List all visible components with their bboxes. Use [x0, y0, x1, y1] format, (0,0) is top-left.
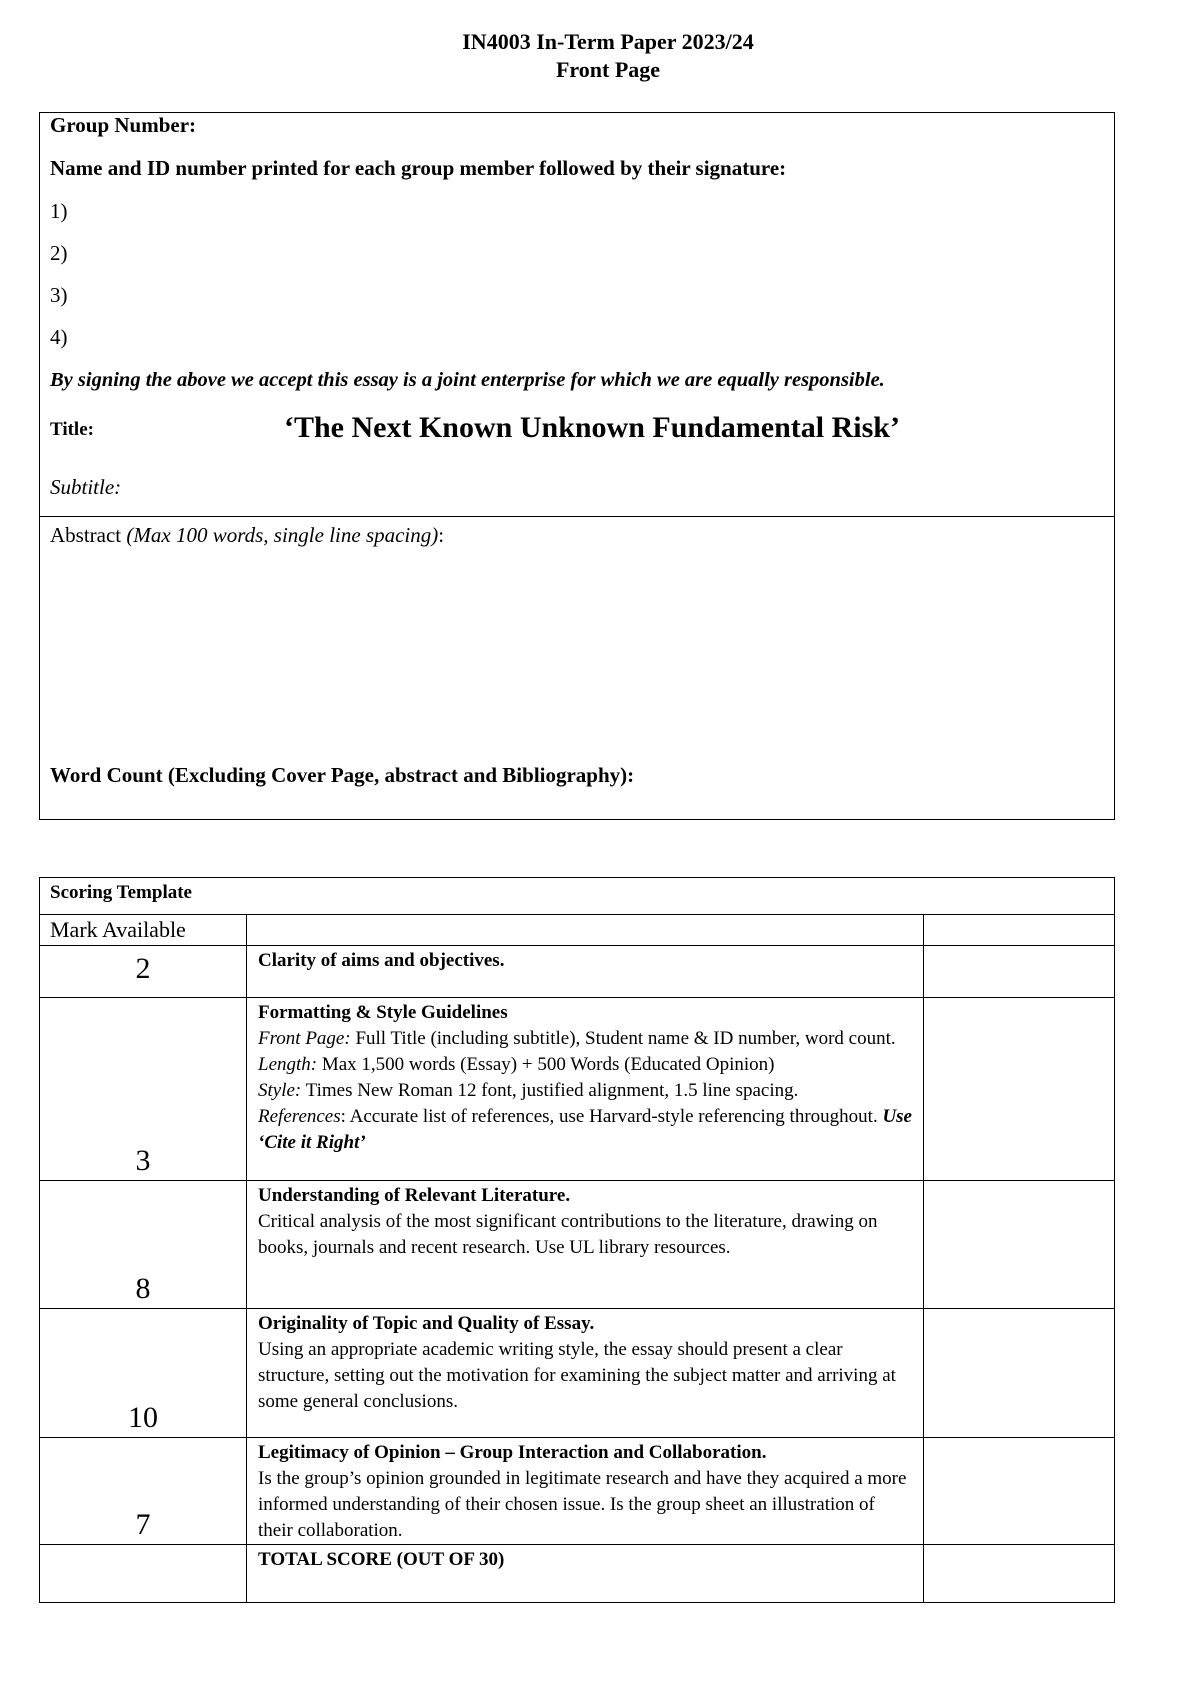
criterion-title: Clarity of aims and objectives. — [258, 950, 505, 971]
member-line-2: 2) — [50, 241, 68, 265]
abstract-colon: : — [438, 523, 445, 547]
members-label: Name and ID number printed for each group member followed by their signature: — [50, 156, 787, 180]
table-row — [40, 1438, 1115, 1545]
member-line-1: 1) — [50, 199, 68, 223]
word-count-label: Word Count (Excluding Cover Page, abstract and Bibliography): — [50, 763, 635, 787]
criterion-body: Critical analysis of the most significant contributions to the literature, drawing on books, journals and recent research. Use UL library resources. — [258, 1211, 878, 1258]
criterion-body: Is the group’s opinion grounded in legitimate research and have they acquired a more informed understanding of their chosen issue. Is the group sheet an illustration of their collaboration. — [258, 1468, 907, 1541]
criterion-title: Formatting & Style Guidelines — [258, 1002, 508, 1023]
guideline-label: Length: — [258, 1054, 318, 1075]
mark-value: 10 — [40, 1309, 247, 1438]
criterion-cell — [247, 1438, 924, 1545]
abstract-label-text: Abstract — [50, 523, 127, 547]
abstract-divider — [40, 516, 1114, 517]
score-cell — [924, 1181, 1115, 1309]
criterion-cell — [247, 946, 924, 998]
title-label: Title: — [50, 419, 94, 440]
table-row — [40, 1545, 1115, 1603]
mark-available-header: Mark Available — [40, 915, 247, 946]
scoring-template-table — [39, 877, 1115, 1603]
front-page-box — [39, 112, 1115, 820]
member-line-3: 3) — [50, 283, 68, 307]
declaration-text: By signing the above we accept this essay is a joint enterprise for which we are equally responsible. — [50, 369, 885, 391]
score-cell — [924, 1309, 1115, 1438]
criterion-title: Legitimacy of Opinion – Group Interaction and Collaboration. — [258, 1442, 767, 1463]
abstract-label — [50, 523, 444, 548]
guideline-text: Full Title (including subtitle), Student name & ID number, word count. — [350, 1028, 896, 1049]
total-mark-cell — [40, 1545, 247, 1603]
criterion-title: Originality of Topic and Quality of Essay. — [258, 1313, 595, 1334]
member-line-4: 4) — [50, 325, 68, 349]
criterion-title: Understanding of Relevant Literature. — [258, 1185, 571, 1206]
guideline-text: Times New Roman 12 font, justified alignment, 1.5 line spacing. — [301, 1080, 799, 1101]
guideline-text: : Accurate list of references, use Harvard-style referencing throughout. — [340, 1106, 883, 1127]
table-row — [40, 946, 1115, 998]
criterion-cell — [247, 998, 924, 1181]
mark-value: 7 — [40, 1438, 247, 1545]
criterion-body: Using an appropriate academic writing style, the essay should present a clear structure, setting out the motivation for examining the subject matter and arriving at some general conclusions. — [258, 1339, 896, 1412]
mark-value: 8 — [40, 1181, 247, 1309]
criterion-cell — [247, 1181, 924, 1309]
score-cell — [924, 1438, 1115, 1545]
header-empty-cell — [247, 915, 924, 946]
guideline-text: Max 1,500 words (Essay) + 500 Words (Educated Opinion) — [317, 1054, 775, 1075]
guideline-label: Style: — [258, 1080, 302, 1101]
abstract-note: (Max 100 words, single line spacing) — [126, 523, 439, 547]
criterion-cell — [247, 1309, 924, 1438]
group-number-label: Group Number: — [50, 113, 197, 137]
document-subtitle: Front Page — [555, 57, 661, 82]
mark-value: 3 — [40, 998, 247, 1181]
essay-title: ‘The Next Known Unknown Fundamental Risk’ — [284, 411, 900, 444]
cite-it-right-note: Use ‘Cite it Right’ — [258, 1106, 912, 1153]
total-score-cell — [924, 1545, 1115, 1603]
subtitle-label: Subtitle: — [50, 475, 122, 499]
guideline-label: References — [258, 1106, 341, 1127]
score-cell — [924, 946, 1115, 998]
scoring-template-title: Scoring Template — [40, 878, 1115, 915]
score-cell — [924, 998, 1115, 1181]
guideline-label: Front Page: — [258, 1028, 351, 1049]
header-score-cell — [924, 915, 1115, 946]
document-title: IN4003 In-Term Paper 2023/24 — [462, 29, 754, 54]
table-row — [40, 1309, 1115, 1438]
table-row — [40, 998, 1115, 1181]
table-row — [40, 1181, 1115, 1309]
total-cell — [247, 1545, 924, 1603]
total-score-label: TOTAL SCORE (OUT OF 30) — [258, 1549, 505, 1570]
mark-value: 2 — [40, 946, 247, 998]
page-header — [0, 28, 1200, 84]
